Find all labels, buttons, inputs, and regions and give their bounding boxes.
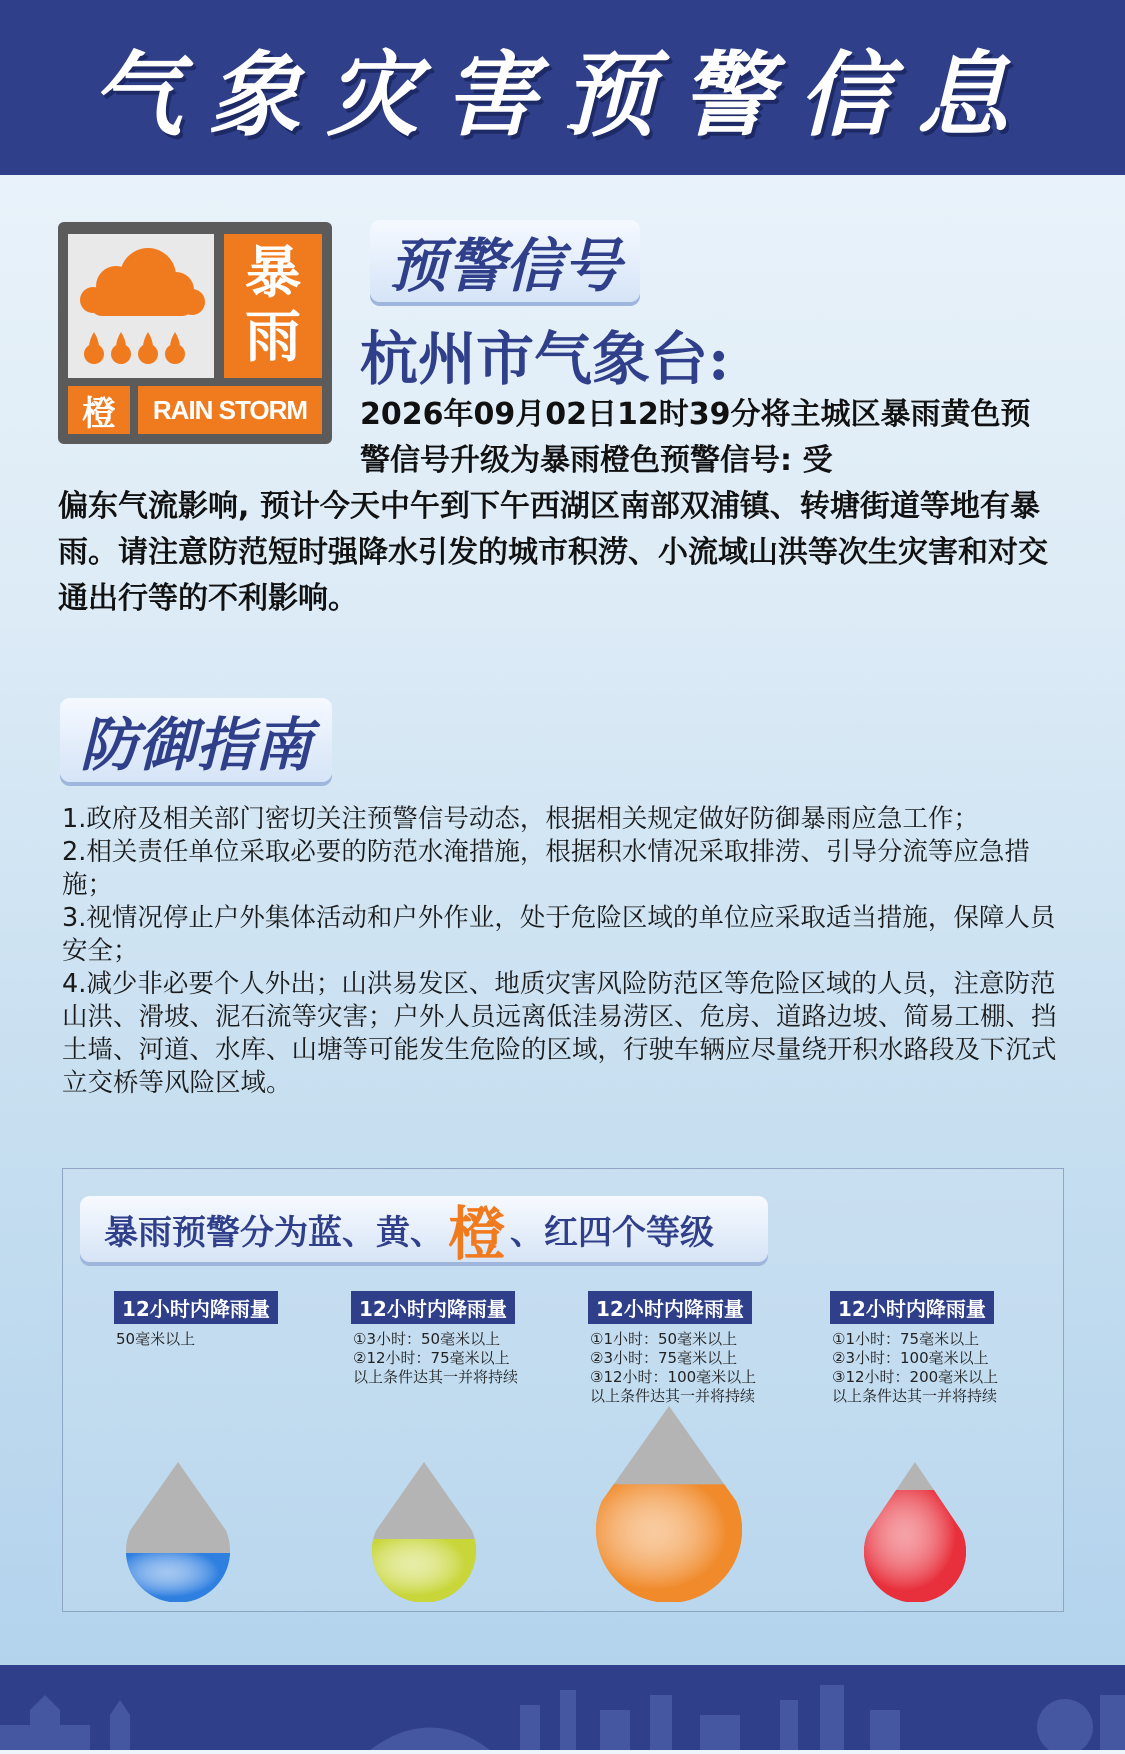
level-desc-line: ②12小时：75毫米以上 [353,1349,510,1367]
sign-char-top: 暴 [245,241,301,306]
level-desc-line: 以上条件达其一并将持续 [590,1387,756,1405]
level-label: 12小时内降雨量 [114,1291,278,1324]
defense-guide-list [62,803,1062,1100]
levels-title-highlight: 橙 [448,1200,507,1268]
levels-title-before: 暴雨预警分为蓝、黄、 [104,1212,444,1253]
issuer-name: 杭州市气象台: [360,325,730,393]
defense-guide-tag: 防御指南 [60,698,332,782]
warning-signal-tag: 预警信号 [370,220,640,302]
level-description [114,1330,354,1349]
warning-message-part1: 2026年09月02日12时39分将主城区暴雨黄色预警信号升级为暴雨橙色预警信号: 受 [360,397,1031,478]
rain-cloud-icon [68,234,214,378]
level-desc-line: ①3小时：50毫米以上 [353,1330,501,1348]
level-desc-line: 50毫米以上 [116,1330,196,1348]
guide-item: 2.相关责任单位采取必要的防范水淹措施，根据积水情况采取排涝、引导分流等应急措施； [62,837,1030,900]
city-skyline-icon [0,1665,1125,1750]
rainstorm-warning-sign [58,222,332,444]
level-red [830,1291,1070,1406]
level-desc-line: ③12小时：200毫米以上 [832,1368,999,1386]
footer-skyline-banner [0,1665,1125,1750]
level-desc-line: ③12小时：100毫米以上 [590,1368,757,1386]
level-description [830,1330,1070,1406]
level-desc-line: ②3小时：75毫米以上 [590,1349,738,1367]
level-label: 12小时内降雨量 [830,1291,994,1324]
orange-drop-icon [596,1406,742,1602]
warning-levels-title [80,1196,768,1268]
blue-drop-icon [126,1462,230,1602]
level-description [351,1330,591,1387]
level-desc-line: ①1小时：75毫米以上 [832,1330,980,1348]
sign-characters [224,234,322,378]
level-yellow [351,1291,591,1387]
red-drop-icon [864,1462,966,1602]
yellow-drop-icon [372,1462,476,1602]
level-desc-line: 以上条件达其一并将持续 [832,1387,998,1405]
sign-level-char: 橙 [68,386,130,434]
guide-item: 3.视情况停止户外集体活动和户外作业，处于危险区域的单位应采取适当措施，保障人员安全； [62,903,1056,966]
guide-item: 1.政府及相关部门密切关注预警信号动态，根据相关规定做好防御暴雨应急工作； [62,804,979,834]
level-orange [588,1291,828,1406]
level-description [588,1330,828,1406]
warning-message-part2: 偏东气流影响, 预计今天中午到下午西湖区南部双浦镇、转塘街道等地有暴雨。请注意防范短时强降水引发的城市积涝、小流域山洪等次生灾害和对交通出行等的不利影响。 [58,489,1048,616]
level-desc-line: 以上条件达其一并将持续 [353,1368,519,1386]
guide-item: 4.减少非必要个人外出；山洪易发区、地质灾害风险防范区等危险区域的人员，注意防范山洪、滑坡、泥石流等灾害；户外人员远离低洼易涝区、危房、道路边坡、简易工棚、挡土墙、河道、水库、山塘等可能发生危险的区域，行驶车辆应尽量绕开积水路段及下沉式立交桥等风险区域。 [62,969,1057,1098]
levels-title-after: 、红四个等级 [510,1212,715,1253]
header-banner [0,0,1125,175]
level-label: 12小时内降雨量 [588,1291,752,1324]
sign-english-label: RAIN STORM [138,386,322,434]
page-title: 气象灾害预警信息 [90,41,1035,149]
level-blue [114,1291,354,1349]
level-desc-line: ②3小时：100毫米以上 [832,1349,989,1367]
level-label: 12小时内降雨量 [351,1291,515,1324]
level-desc-line: ①1小时：50毫米以上 [590,1330,738,1348]
sign-char-bottom: 雨 [245,305,301,370]
